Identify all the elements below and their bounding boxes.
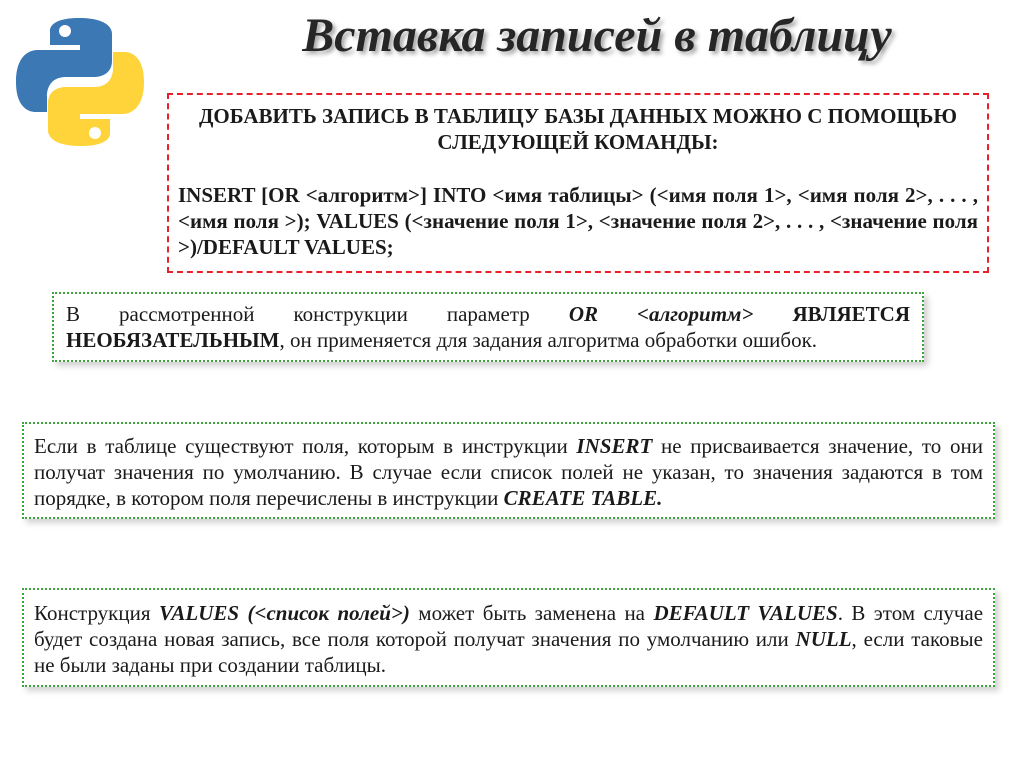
syntax-box [167,93,989,273]
note2-text: Если в таблице существуют поля, которым в инструкции [34,434,577,458]
note2-text-mid: не присваивается значение, то они получат значения по умолчанию. В случае если список полей не указан, то значения задаются в том порядке, в котором поля перечислены в инструкции [34,434,983,510]
note2-insert: INSERT [576,434,653,458]
note2-create-table: CREATE TABLE. [503,486,663,510]
insert-syntax: INSERT [OR <алгоритм>] INTO <имя таблицы> (<имя поля 1>, <имя поля 2>, . . . , <имя поля >); VALUES (<значение поля 1>, <значение поля 2>, . . . , <значение поля >)/DEFAULT VALUES; [178,183,978,259]
note3-text: Конструкция [34,601,159,625]
note3-text-mid: может быть заменена на [409,601,654,625]
note3-text-mid2: . В этом случае будет создана новая запись, все поля которой получат значения по умолчанию или [34,601,984,651]
note-optional-parameter [52,292,924,362]
note1-or-algorithm: OR <алгоритм> [568,302,754,326]
note-values-replacement [22,588,995,687]
note3-null: NULL [795,627,852,651]
note3-default-values: DEFAULT VALUES [653,601,838,625]
note1-text: В рассмотренной конструкции параметр [66,302,569,326]
note3-values: VALUES (<список полей>) [158,601,410,625]
note1-text-end: , он применяется для задания алгоритма обработки ошибок. [279,328,818,352]
slide-title: Вставка записей в таблицу [302,9,892,62]
note1-optional: ЯВЛЯЕТСЯ НЕОБЯЗАТЕЛЬНЫМ [66,302,910,352]
note-default-values [22,422,995,519]
syntax-heading: ДОБАВИТЬ ЗАПИСЬ В ТАБЛИЦУ БАЗЫ ДАННЫХ МОЖНО С ПОМОЩЬЮ СЛЕДУЮЩЕЙ КОМАНДЫ: [198,104,958,154]
note3-text-end: , если таковые не были заданы при создании таблицы. [34,627,983,677]
python-logo-yellow-eye [89,127,101,139]
